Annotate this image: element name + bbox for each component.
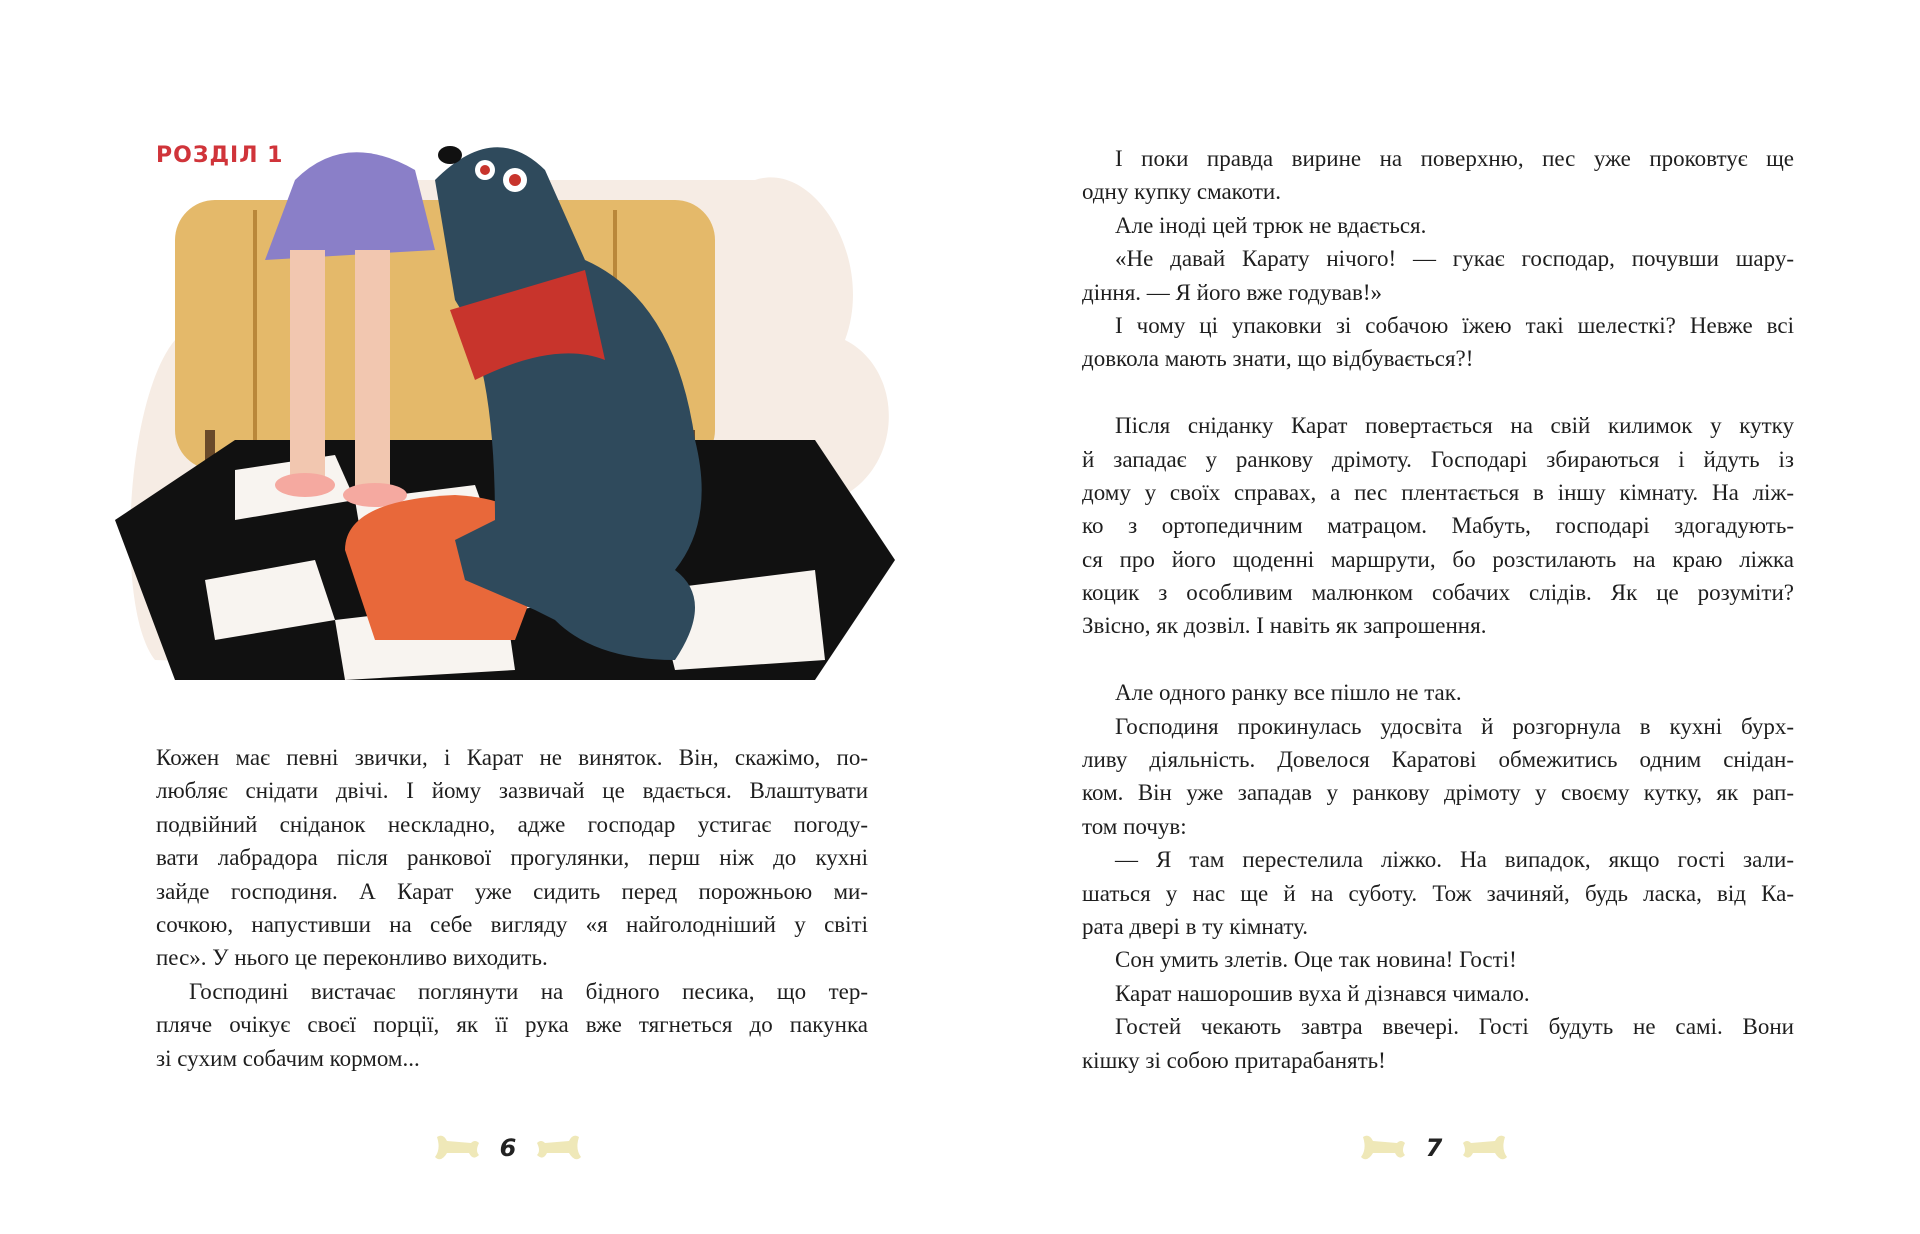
text-line: І чому ці упаковки зі собачою їжею такі шелесткі? Невже всі xyxy=(1115,312,1794,338)
body-text xyxy=(156,741,868,1075)
text-line: й западає у ранкову дрімоту. Господарі збираються і йдуть із xyxy=(1082,446,1794,472)
text-line: Звісно, як дозвіл. І навіть як запрошення. xyxy=(1082,613,1487,639)
text-line: шаться у нас ще й на суботу. Тож зачиняй, будь ласка, від Ка- xyxy=(1082,880,1794,906)
text-line: ком. Він уже западав у ранкову дрімоту у своєму кутку, як рап- xyxy=(1082,780,1794,806)
text-line: зайде господиня. А Карат уже сидить перед порожньою ми- xyxy=(156,878,868,904)
text-line: Господиня прокинулась удосвіта й розгорнула в кухні бурх- xyxy=(1115,713,1794,739)
text-line: «Не давай Карату нічого! — гукає господар, почувши шару- xyxy=(1115,246,1794,272)
text-line: Сон умить злетів. Оце так новина! Гості! xyxy=(1115,947,1517,973)
text-line: зі сухим собачим кормом... xyxy=(156,1045,420,1071)
text-line: діння. — Я його вже годував!» xyxy=(1082,279,1382,305)
page-number-footer xyxy=(408,1128,608,1168)
text-line: Карат нашорошив вуха й дізнався чимало. xyxy=(1115,980,1530,1006)
text-line: вати лабрадора після ранкової прогулянки, перш ніж до кухні xyxy=(156,845,868,871)
chapter-heading: РОЗДІЛ 1 xyxy=(156,143,284,168)
text-line: пес». У нього це переконливо виходить. xyxy=(156,945,548,971)
page-number: 7 xyxy=(1425,1134,1443,1162)
bone-icon xyxy=(433,1133,481,1163)
text-line: ся про його щоденні маршрути, бо розстилають на краю ліжка xyxy=(1082,546,1794,572)
bone-icon xyxy=(1461,1133,1509,1163)
text-line: І поки правда вирине на поверхню, пес уже проковтує ще xyxy=(1115,146,1794,171)
body-text xyxy=(1082,142,1794,1077)
text-line: Після сніданку Карат повертається на свій килимок у кутку xyxy=(1115,413,1794,439)
text-line: любляє снідати двічі. І йому зазвичай це вдається. Влаштувати xyxy=(156,778,868,804)
text-line: сочкою, напустивши на себе вигляду «я найголодніший у світі xyxy=(156,911,868,937)
page-number: 6 xyxy=(499,1134,517,1162)
text-line: Але одного ранку все пішло не так. xyxy=(1115,680,1462,706)
text-line: подвійний сніданок нескладно, адже господар устигає погоду- xyxy=(156,811,868,837)
dog-illustration xyxy=(115,140,895,692)
bone-icon xyxy=(535,1133,583,1163)
page-number-footer xyxy=(1334,1128,1534,1168)
text-line: одну купку смакоти. xyxy=(1082,179,1281,205)
text-line: кішку зі собою притарабанять! xyxy=(1082,1047,1386,1073)
paragraph-gap xyxy=(1082,643,1794,676)
text-line: дому у своїх справах, а пес плентається в іншу кімнату. На ліж- xyxy=(1082,479,1794,505)
text-line: коцик з особливим малюнком собачих слідів. Як це розуміти? xyxy=(1082,580,1794,606)
text-line: Гостей чекають завтра ввечері. Гості будуть не самі. Вони xyxy=(1115,1014,1794,1040)
right-page xyxy=(960,0,1920,1234)
text-line: Кожен має певні звички, і Карат не виняток. Він, скажімо, по- xyxy=(156,745,868,770)
bone-icon xyxy=(1359,1133,1407,1163)
text-line: пляче очікує своєї порції, як її рука вже тягнеться до пакунка xyxy=(156,1012,868,1038)
text-line: том почув: xyxy=(1082,813,1187,839)
text-line: довкола мають знати, що відбувається?! xyxy=(1082,346,1474,372)
text-line: рата двері в ту кімнату. xyxy=(1082,913,1309,939)
text-line: ливу діяльність. Довелося Каратові обмежитись одним снідан- xyxy=(1082,747,1794,773)
text-line: Господині вистачає поглянути на бідного песика, що тер- xyxy=(189,978,868,1004)
text-line: — Я там перестелила ліжко. На випадок, якщо гості зали- xyxy=(1115,847,1794,873)
text-line: ко з ортопедичним матрацом. Мабуть, господарі здогадують- xyxy=(1082,513,1794,539)
paragraph-gap xyxy=(1082,376,1794,409)
text-line: Але іноді цей трюк не вдається. xyxy=(1115,212,1427,238)
